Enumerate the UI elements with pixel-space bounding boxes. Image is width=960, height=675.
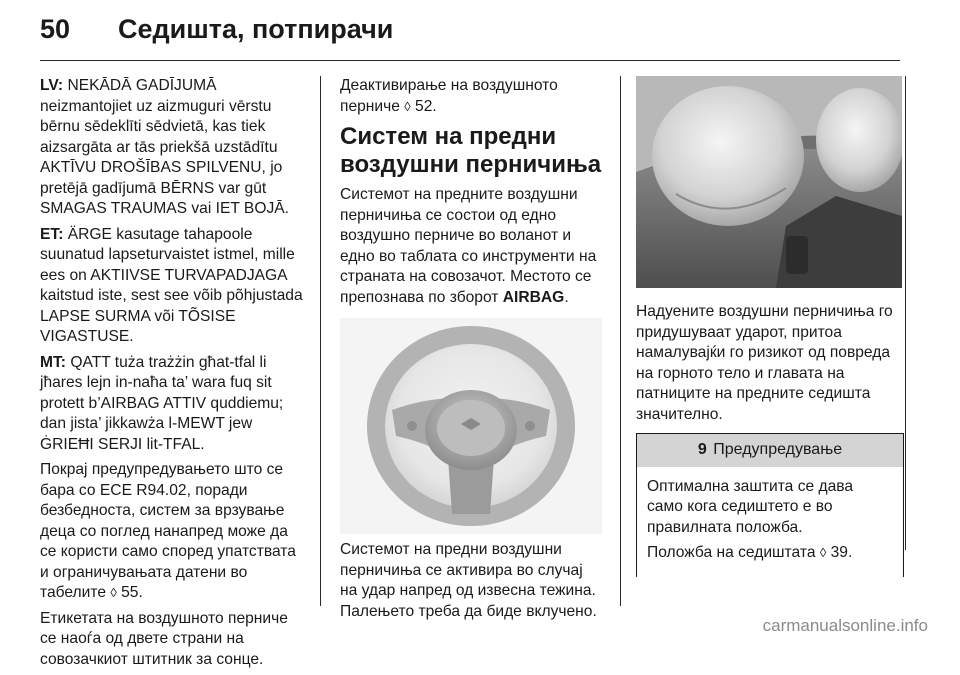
- deactivation-paragraph: [340, 76, 602, 117]
- airbags-caption: Надуените воздушни перничиња го придушуваат ударот, притоа намалувајќи го ризикот од повреда на горното тело и главата на патниците на предните седишта значително.: [636, 303, 893, 423]
- page-number: 50: [40, 14, 71, 44]
- section-heading: Систем на предни воздушни перничиња: [340, 123, 602, 178]
- warning-ref-paragraph: [647, 543, 893, 564]
- warning-ref-link[interactable]: 39.: [830, 544, 853, 561]
- middle-column: [340, 76, 602, 627]
- right-column: [636, 76, 904, 577]
- inflated-airbags-illustration: [636, 76, 904, 288]
- warning-body: [637, 467, 903, 577]
- warning-box: [636, 433, 904, 577]
- label-text: Етикетата на воздушното перниче се наоѓа од двете страни на совозачкиот штитник за сонце.: [40, 609, 288, 668]
- note-ref-link[interactable]: 55.: [121, 584, 143, 601]
- lv-paragraph: [40, 76, 306, 220]
- warning-text: Оптимална заштита се дава само кога седиштето е во правилната положба.: [647, 477, 854, 536]
- note-text: Покрај предупредувањето што се бара со ECE R94.02, поради безбедноста, систем за врзување деца со поглед нанапред може да се користи само според упатствата и ограничувањата датени во табелите: [40, 461, 296, 601]
- steering-wheel-icon: [340, 318, 602, 534]
- et-text: ÄRGE kasutage tahapoole suunatud lapseturvaistet istmel, mille ees on AKTIIVSE TURVAPADJAGA kaitstud iste, sest see võib põhjustada LAPSE SURMA või TÕSISE VIGASTUSE.: [40, 225, 303, 345]
- page-ref-icon: ◊: [110, 585, 117, 600]
- warning-header: [637, 434, 903, 467]
- airbags-icon: [636, 76, 902, 288]
- mt-text: QATT tuża trażżin għat-tfal li jħares lejn in-naħa ta’ wara fuq sit protett b’AIRBAG ATTIV quddiemu; dan jista’ jikkawża l-MEWT jew ĠRIEĦI SERJI lit-TFAL.: [40, 353, 284, 453]
- header-rule: [40, 60, 900, 61]
- intro-keyword: AIRBAG: [502, 288, 565, 306]
- warning-ref-text: Положба на седиштата: [647, 544, 816, 561]
- page-ref-icon: ◊: [819, 545, 827, 560]
- note-paragraph: [40, 460, 306, 604]
- lv-text: NEKĀDĀ GADĪJUMĀ neizmantojiet uz aizmuguri vērstu bērnu sēdeklīti sēdvietā, kas tiek aizsargāta ar tās priekšā uzstādītu AKTĪVU DROŠĪBAS SPILVENU, jo pretējā gadījumā BĒRNS var gūt SMAGAS TRAUMAS vai IET BOJĀ.: [40, 77, 289, 217]
- mt-lead: MT:: [40, 353, 66, 371]
- steering-wheel-caption: Системот на предни воздушни перничиња се активира во случај на удар напред од извесна тежина. Палењето треба да биде вклучено.: [340, 541, 597, 620]
- column-divider-left: [320, 76, 321, 606]
- et-lead: ET:: [40, 225, 64, 243]
- warning-title: Предупредување: [713, 441, 843, 458]
- page-ref-icon: ◊: [404, 98, 411, 114]
- steering-wheel-illustration: [340, 318, 602, 534]
- column-divider-right: [620, 76, 621, 606]
- intro-paragraph: [340, 185, 602, 308]
- left-column: [40, 76, 306, 675]
- watermark-text: carmanualsonline.info: [762, 616, 928, 635]
- label-paragraph: [40, 609, 306, 671]
- column-divider-far-right: [905, 76, 906, 550]
- warning-triangle-icon: 9: [697, 441, 707, 458]
- mt-paragraph: [40, 353, 306, 456]
- deactivation-ref-link[interactable]: 52.: [415, 97, 437, 115]
- page-title: Седишта, потпирачи: [118, 14, 394, 44]
- page-header: [40, 14, 900, 54]
- et-paragraph: [40, 225, 306, 348]
- intro-text: Системот на предните воздушни перничиња се состои од едно воздушно перниче во воланот и едно во таблата со инструменти на страната на совозачот. Местото се препознава по зборот: [340, 186, 597, 306]
- deactivation-text: Деактивирање на воздушното перниче: [340, 77, 558, 115]
- lv-lead: LV:: [40, 77, 64, 94]
- intro-end: .: [564, 288, 569, 306]
